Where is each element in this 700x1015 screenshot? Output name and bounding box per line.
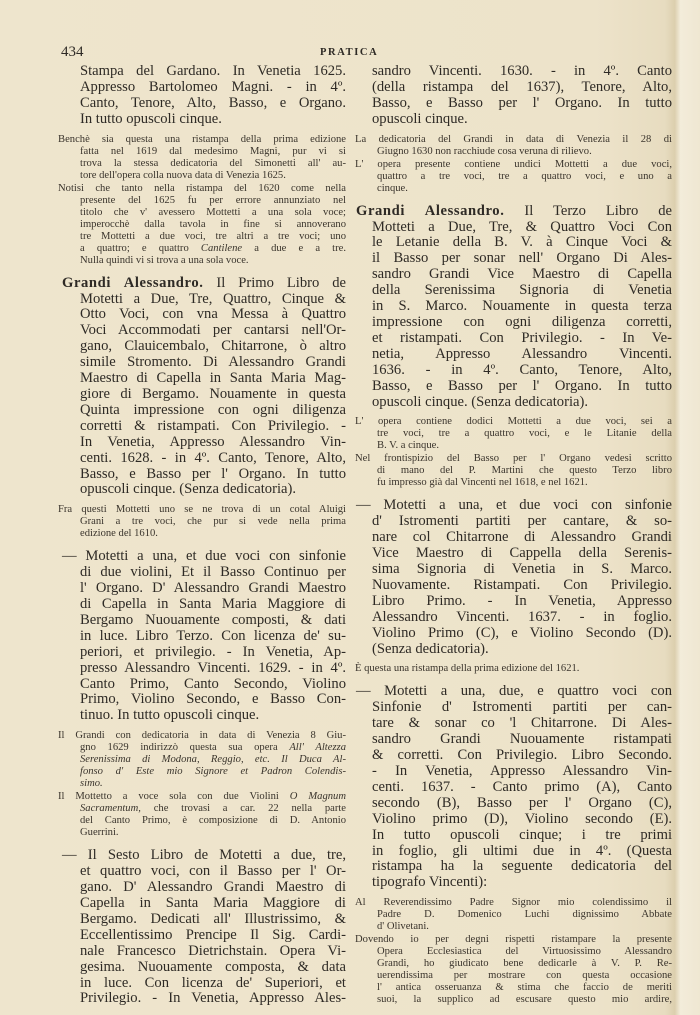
footnote [355, 453, 672, 489]
text-line: Guerrini. [80, 827, 119, 839]
text-line: presente del 1625 fu per errore annunziato nel [80, 194, 346, 206]
text-line: fatta nel 1619 dal medesimo Magni, pur vi si [80, 145, 346, 157]
text-line: sandro Vincenti. 1630. - in 4º. Canto [372, 63, 672, 79]
footnote [58, 504, 346, 540]
text-line: Vice Maestro di Cappella della Serenis- [372, 545, 672, 562]
text-line: (Senza dedicatoria). [372, 640, 489, 657]
footnote [58, 183, 346, 267]
text-line: gano, Clauicembalo, Chitarrone, ò altro [80, 338, 346, 355]
italic-text: All' Altezza [289, 742, 346, 754]
text-line: In Venetia, Appresso Alessandro Vin- [80, 433, 346, 450]
entry-heading: Grandi Alessandro. [356, 202, 505, 219]
text-line [58, 243, 346, 255]
text-segment: a quattro; e quattro [80, 242, 201, 254]
text-line: Al Reverendissimo Padre Signor mio colendissimo il [355, 897, 672, 909]
italic-text: simo. [80, 778, 103, 790]
italic-text: fonso d' Este mio Signore et Padron Colendis- [80, 766, 346, 778]
text-line: centi. 1628. - in 4º. Canto, Tenore, Alto, [80, 449, 346, 466]
text-line [58, 803, 346, 815]
text-line: Violino primo (D), Violino secondo (E). [372, 810, 672, 827]
text-line: In tutto opuscoli cinque. [80, 110, 222, 127]
italic-text: Sacramentum, [80, 803, 141, 815]
text-line: Nulla quindi vi si trova a una sola voce. [80, 254, 249, 266]
text-line [355, 204, 672, 220]
text-line: Benchè sia questa una ristampa della prima edizione [58, 133, 346, 145]
text-line: presso Alessandro Vincenti. 1629. - in 4º. [80, 659, 346, 676]
text-line: fu impresso già dal Vincenti nel 1618, e nel 1621. [377, 477, 588, 489]
text-line: impressione con ogni diligenza corretti, [372, 313, 672, 330]
text-line: l' antica osseruanza & stima che faccio de meriti [377, 982, 672, 994]
text-line: sandro Grandi Nuouamente ristampati [372, 731, 672, 748]
text-line: — Motetti a una, et due voci con sinfonie [62, 548, 346, 565]
page-number: 434 [61, 44, 84, 60]
text-line: opuscoli cinque. (Senza dedicatoria). [80, 481, 296, 498]
text-line: Maestro di Capella in Santa Maria Mag- [80, 370, 346, 387]
catalog-entry [355, 64, 672, 128]
text-segment: Il Primo Libro de [203, 274, 346, 291]
text-line: Canto, Tenore, Alto, Basso, e Organo. [80, 94, 346, 111]
text-line: simile Stromento. Di Alessandro Grandi [80, 354, 346, 371]
text-line: in luce. Con licenza de' Superiori, et [80, 974, 346, 991]
text-line: sandro Grandi Vice Maestro di Capella [372, 266, 672, 283]
text-line: È questa una ristampa della prima edizione del 1621. [355, 663, 580, 675]
text-line: in foglio, gli ultimi due in 4º. (Questa [372, 842, 672, 859]
running-title: PRATICA [320, 47, 379, 58]
text-line: L' opera contiene dodici Mottetti a due voci, sei a [355, 416, 672, 428]
footnote [355, 663, 672, 675]
text-line: corretti & ristampati. Con Privilegio. - [80, 417, 346, 434]
text-line: periori, et privilegio. - In Venetia, Ap- [80, 643, 346, 660]
catalog-entry [58, 549, 346, 724]
text-line: Motetti a Due, Tre, Quattro, Cinque & [80, 290, 346, 307]
footnote [355, 134, 672, 158]
footnote [58, 791, 346, 839]
text-line: imperocchè dalla tavola in fine si annoverano [80, 218, 346, 230]
text-segment: gno 1629 indirizzò questa sua opera [80, 742, 290, 754]
text-line: B. V. a cinque. [377, 440, 439, 452]
text-line: del Canto Primo, è composizione di D. Antonio [80, 815, 346, 827]
italic-text: Serenissima di Modona, Reggio, etc. Il Duca Al- [80, 754, 346, 766]
text-line: Stampa del Gardano. In Venetia 1625. [80, 63, 346, 79]
text-line: Basso, e Basso per l' Organo. In tutto [372, 94, 672, 111]
italic-text: Cantilene [200, 242, 243, 254]
text-line: Sinfonie d' Istromenti partiti per can- [372, 699, 672, 716]
text-line: opuscoli cinque. [372, 110, 468, 127]
text-line: Basso, e Basso per l' Organo. In tutto [372, 377, 672, 394]
text-line: Quinta impressione con ogni diligenza [80, 401, 346, 418]
text-line: tare & sonar co 'l Chitarrone. Di Ales- [372, 715, 672, 732]
text-line: — Motetti a una, et due voci con sinfonie [356, 497, 672, 514]
text-line: Basso, e Basso per l' Organo. In tutto [80, 465, 346, 482]
text-line: di Capella in Santa Maria Maggiore di [80, 596, 346, 613]
catalog-entry [355, 204, 672, 411]
footnote [355, 897, 672, 933]
text-line: nale Francesco Dietrichstain. Opera Vi- [80, 942, 346, 959]
text-segment: che trovasi a car. 22 nella parte [140, 803, 346, 815]
text-line: tipografo Vincenti): [372, 874, 488, 891]
text-line: Bergamo Nuouamente composti, & dati [80, 611, 346, 628]
text-segment: Il Terzo Libro de [504, 202, 672, 219]
text-line: Grandi, ho giudicato bene dedicarle à V. P. Re- [377, 958, 672, 970]
text-line: d' Istromenti partiti per cantare, & so- [372, 513, 672, 530]
text-line: trova la stessa dedicatoria del Simonetti all' au- [80, 157, 346, 169]
text-line: edizione del 1610. [80, 528, 158, 540]
text-line: centi. 1637. - Canto primo (A), Canto [372, 778, 672, 795]
text-line: tinuo. In tutto opuscoli cinque. [80, 707, 260, 724]
footnote [355, 934, 672, 1006]
text-line: cinque. [377, 182, 408, 194]
text-line: — Il Sesto Libro de Motetti a due, tre, [62, 847, 346, 864]
italic-text: O Magnum [289, 791, 346, 803]
right-column [355, 64, 672, 1006]
footnote [355, 159, 672, 195]
text-line: Il Grandi con dedicatoria in data di Venezia 8 Giu- [58, 730, 346, 742]
text-line: d' Olivetani. [377, 921, 429, 933]
text-line: Padre D. Domenico Luchi dignissimo Abbate [377, 909, 672, 921]
catalog-entry [355, 498, 672, 657]
text-line: Libro Primo. - In Venetia, Appresso [372, 592, 672, 609]
text-line: di mano del P. Martini che questo Terzo libro [377, 465, 672, 477]
catalog-entry [58, 848, 346, 1007]
text-line: La dedicatoria del Grandi in data di Venezia il 28 di [355, 133, 672, 145]
text-line: in luce. Libro Terzo. Con licenza de' su- [80, 627, 346, 644]
text-line: Nel frontispizio del Basso per l' Organo vedesi scritto [355, 453, 672, 465]
text-line: nare col Chitarrone di Alessandro Grandi [372, 529, 672, 546]
catalog-entry [58, 64, 346, 128]
text-line: (della ristampa del 1637), Tenore, Alto, [372, 78, 672, 95]
text-line: netia, Appresso Alessandro Vincenti. [372, 345, 672, 362]
text-line: Privilegio. - In Venetia, Appresso Ales- [80, 990, 346, 1007]
text-line: Voci Accommodati per cantarsi nell'Or- [80, 322, 346, 339]
text-line: et quattro voci, con il Basso per l' Or- [80, 863, 346, 880]
text-line: Motteti a Due, Tre, & Quattro Voci Con [372, 218, 672, 235]
text-segment: a due e a tre. [242, 242, 346, 254]
text-line: Notisi che tanto nella ristampa del 1620 come nella [58, 182, 346, 194]
footnote [58, 730, 346, 790]
text-line [58, 766, 346, 778]
text-line [58, 276, 346, 292]
text-line: et ristampati. Con Privilegio. - In Ve- [372, 329, 672, 346]
text-line: quattro a tre voci, tre a quattro voci, e uno a [377, 170, 672, 182]
text-line: l' Organo. D' Alessandro Grandi Maestro [80, 580, 346, 597]
text-line: & corretti. Con Privilegio. Libro Secondo. [372, 747, 672, 764]
text-line: gesima. Nuouamente composta, & data [80, 958, 346, 975]
text-line: tre voci, tre a quattro voci, e le Litanie della [377, 428, 672, 440]
text-line: opuscoli cinque. (Senza dedicatoria). [372, 393, 588, 410]
text-line: Bergamo. Dedicati all' Illustrissimo, & [80, 910, 346, 927]
footnote [58, 134, 346, 182]
entry-heading: Grandi Alessandro. [62, 274, 204, 291]
text-line: secondo (B), Basso per l' Organo (C), [372, 794, 672, 811]
text-line: Violino Primo (C), e Violino Secondo (D). [372, 624, 672, 641]
text-line: In tutto opuscoli cinque; i tre primi [372, 826, 672, 843]
text-line: uerendissima per mostrare con questa occasione [377, 970, 672, 982]
text-line: Capella in Santa Maria Maggiore di [80, 895, 346, 911]
text-line [58, 791, 346, 803]
text-line: Dovendo io per degni rispetti ristampare la presente [355, 934, 672, 946]
text-line: in S. Marco. Nouamente in questa terza [372, 298, 672, 315]
text-line: - In Venetia, Appresso Alessandro Vin- [372, 763, 672, 779]
text-line: Giugno 1630 non racchiude cosa veruna di rilievo. [377, 145, 592, 157]
left-column [58, 64, 346, 1007]
text-line: tre Mottetti a due voci, tre altri a tre voci; uno [80, 230, 346, 242]
text-line: L' opera presente contiene undici Mottetti a due voci, [355, 158, 672, 170]
text-line: della Serenissima Signoria di Venetia [372, 282, 672, 299]
text-line: di due violini, Et il Basso Continuo per [80, 564, 346, 581]
footnote [355, 416, 672, 452]
text-line: Grani a tre voci, che pur si vede nella prima [80, 516, 346, 528]
text-line: gano. D' Alessandro Grandi Maestro di [80, 879, 346, 896]
text-line: Nuovamente. Ristampati. Con Privilegio. [372, 576, 672, 593]
text-line: ristampa ha la seguente dedicatoria del [372, 858, 672, 875]
text-line: giore di Bergamo. Nouamente in questa [80, 385, 346, 402]
text-line: il Basso per sonar nell' Organo Di Ales- [372, 250, 672, 267]
text-segment: Il Mottetto a voce sola con due Violini [58, 791, 290, 803]
text-line: sima Signoria di Venetia in S. Marco. [372, 561, 672, 578]
text-line: Otto Voci, con vna Messa à Quattro [80, 306, 346, 323]
text-line: titolo che v' avessero Mottetti a una sola voce; [80, 206, 346, 218]
text-line: Primo, Violino Secondo, e Basso Con- [80, 691, 346, 708]
text-line [58, 754, 346, 766]
text-line [58, 742, 346, 754]
catalog-entry [58, 276, 346, 499]
text-line: 1636. - in 4º. Canto, Tenore, Alto, [372, 361, 672, 378]
text-line: le Letanie della B. V. à Cinque Voci & [372, 234, 672, 251]
text-line [58, 778, 346, 790]
text-line: Fra questi Mottetti uno se ne trova di un cotal Aluigi [58, 504, 346, 516]
text-line: Canto Primo, Canto Secondo, Violino [80, 675, 346, 692]
text-line: Eccellentissimo Prencipe Il Sig. Cardi- [80, 926, 346, 943]
text-line: tore dell'opera colla nuova data di Venezia 1625. [80, 169, 286, 181]
text-line: Appresso Bartolomeo Magni. - in 4º. [80, 78, 346, 95]
text-line: suoi, la supplico ad escusare questo mio ardire, [377, 994, 672, 1006]
text-line: — Motetti a una, due, e quattro voci con [356, 683, 672, 700]
text-line: Opera Ecclesiastica del Virtuosissimo Alessandro [377, 946, 672, 958]
text-line: Alessandro Vincenti. 1637. - in foglio. [372, 608, 672, 625]
catalog-entry [355, 684, 672, 891]
